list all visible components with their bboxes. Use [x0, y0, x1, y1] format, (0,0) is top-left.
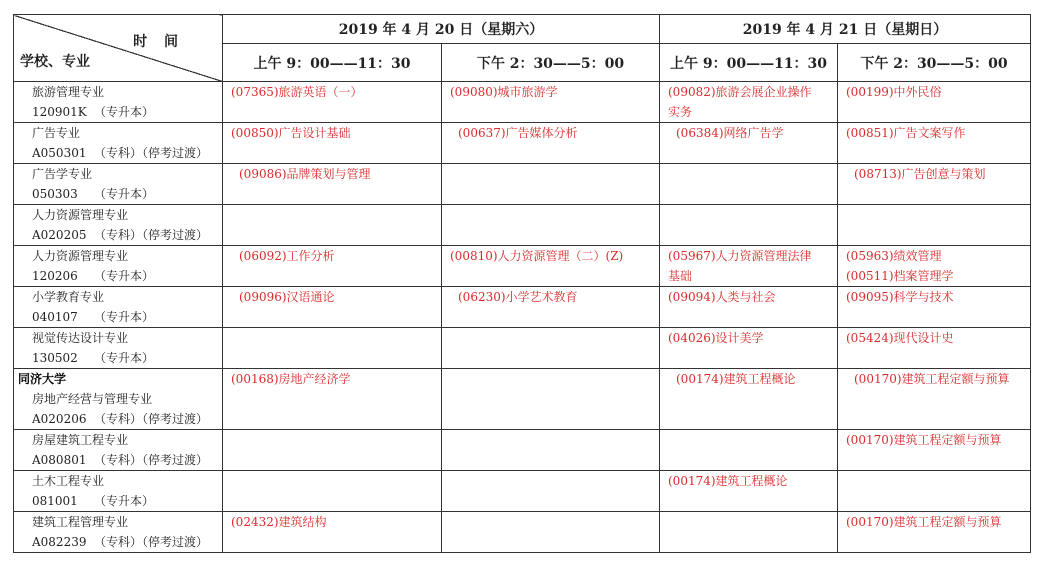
- major-cell: [14, 369, 223, 430]
- major-name: 旅游管理专业: [32, 85, 105, 99]
- course-entry: (00170)建筑工程定额与预算: [846, 515, 1002, 529]
- table-row: [14, 328, 1031, 369]
- course-entry: (00170)建筑工程定额与预算: [846, 433, 1002, 447]
- exam-cell-sun-am: [660, 471, 838, 512]
- exam-cell-sat-am: [223, 164, 442, 205]
- exam-cell-sun-am: [660, 328, 838, 369]
- exam-cell-sun-pm: [838, 82, 1031, 123]
- major-name: 广告专业: [32, 126, 81, 140]
- course-entry: (04026)设计美学: [668, 331, 764, 345]
- corner-header-cell: [14, 15, 223, 82]
- corner-school-label: 学校、专业: [20, 54, 90, 70]
- exam-cell-sat-am: [223, 246, 442, 287]
- major-code: 050303: [32, 187, 78, 201]
- exam-cell-sun-pm: [838, 512, 1031, 553]
- table-row: [14, 369, 1031, 430]
- major-name: 小学教育专业: [32, 290, 105, 304]
- major-cell: [14, 512, 223, 553]
- major-level: （专升本）: [94, 494, 155, 508]
- exam-cell-sun-am: [660, 369, 838, 430]
- course-entry: 实务: [668, 105, 693, 119]
- exam-cell-sat-am: [223, 430, 442, 471]
- exam-cell-sun-pm: [838, 164, 1031, 205]
- date-header-sat: 2019 年 4 月 20 日（星期六）: [223, 15, 660, 44]
- course-entry: (05963)绩效管理: [846, 249, 942, 263]
- table-row: [14, 205, 1031, 246]
- exam-cell-sat-pm: [442, 82, 660, 123]
- exam-cell-sun-pm: [838, 430, 1031, 471]
- exam-cell-sun-pm: [838, 369, 1031, 430]
- major-code: A020205: [32, 228, 87, 242]
- major-code: 120901K: [32, 105, 87, 119]
- course-entry: (08713)广告创意与策划: [854, 167, 986, 181]
- course-entry: (00851)广告文案写作: [846, 126, 966, 140]
- table-row: [14, 471, 1031, 512]
- exam-cell-sat-pm: [442, 369, 660, 430]
- slot-header-sun-am: 上午 9：00——11：30: [660, 44, 838, 82]
- table-row: [14, 512, 1031, 553]
- exam-cell-sun-pm: [838, 123, 1031, 164]
- major-level: （专升本）: [94, 105, 155, 119]
- major-name: 房地产经营与管理专业: [32, 392, 153, 406]
- exam-cell-sat-pm: [442, 328, 660, 369]
- exam-cell-sat-am: [223, 328, 442, 369]
- exam-cell-sun-am: [660, 430, 838, 471]
- major-level: （专科）（停考过渡）: [94, 228, 209, 242]
- course-entry: (00174)建筑工程概论: [668, 474, 788, 488]
- course-entry: (00511)档案管理学: [846, 269, 954, 283]
- major-cell: [14, 287, 223, 328]
- course-entry: (00850)广告设计基础: [231, 126, 351, 140]
- exam-cell-sun-am: [660, 246, 838, 287]
- exam-cell-sun-pm: [838, 287, 1031, 328]
- exam-cell-sat-pm: [442, 471, 660, 512]
- major-code: A050301: [32, 146, 87, 160]
- major-code: A080801: [32, 453, 87, 467]
- exam-cell-sun-am: [660, 82, 838, 123]
- major-level: （专升本）: [94, 269, 155, 283]
- table-row: [14, 164, 1031, 205]
- exam-schedule-table: [13, 14, 1031, 553]
- course-entry: (00637)广告媒体分析: [458, 126, 578, 140]
- major-cell: [14, 123, 223, 164]
- slot-header-sat-am: 上午 9：00——11：30: [223, 44, 442, 82]
- exam-cell-sun-pm: [838, 205, 1031, 246]
- course-entry: 基础: [668, 269, 693, 283]
- course-entry: (02432)建筑结构: [231, 515, 327, 529]
- major-code: A020206: [32, 412, 87, 426]
- major-cell: [14, 246, 223, 287]
- course-entry: (00170)建筑工程定额与预算: [854, 372, 1010, 386]
- course-entry: (06384)网络广告学: [676, 126, 784, 140]
- table-row: [14, 287, 1031, 328]
- exam-cell-sat-pm: [442, 164, 660, 205]
- exam-cell-sun-am: [660, 512, 838, 553]
- major-cell: [14, 471, 223, 512]
- course-entry: (00810)人力资源管理（二）(Z): [450, 249, 624, 263]
- course-entry: (09095)科学与技术: [846, 290, 954, 304]
- corner-time-label: 时 间: [133, 34, 184, 50]
- major-name: 视觉传达设计专业: [32, 331, 129, 345]
- table-row: [14, 246, 1031, 287]
- exam-cell-sat-pm: [442, 246, 660, 287]
- major-level: （专科）（停考过渡）: [94, 453, 209, 467]
- major-cell: [14, 328, 223, 369]
- major-level: （专科）（停考过渡）: [94, 146, 209, 160]
- course-entry: (00199)中外民俗: [846, 85, 942, 99]
- major-name: 人力资源管理专业: [32, 208, 129, 222]
- exam-cell-sat-pm: [442, 512, 660, 553]
- major-level: （专升本）: [94, 187, 155, 201]
- date-header-sun: 2019 年 4 月 21 日（星期日）: [660, 15, 1031, 44]
- course-entry: (09080)城市旅游学: [450, 85, 558, 99]
- major-name: 人力资源管理专业: [32, 249, 129, 263]
- major-cell: [14, 164, 223, 205]
- exam-cell-sat-am: [223, 287, 442, 328]
- exam-cell-sat-am: [223, 123, 442, 164]
- course-entry: (06230)小学艺术教育: [458, 290, 578, 304]
- course-entry: (00168)房地产经济学: [231, 372, 351, 386]
- exam-cell-sun-am: [660, 164, 838, 205]
- major-code: 120206: [32, 269, 78, 283]
- slot-header-sat-pm: 下午 2：30——5：00: [442, 44, 660, 82]
- table-row: [14, 430, 1031, 471]
- exam-cell-sat-am: [223, 82, 442, 123]
- exam-cell-sun-am: [660, 205, 838, 246]
- exam-cell-sat-am: [223, 205, 442, 246]
- course-entry: (00174)建筑工程概论: [676, 372, 796, 386]
- major-code: 130502: [32, 351, 78, 365]
- exam-cell-sat-pm: [442, 123, 660, 164]
- schedule-body: [14, 82, 1031, 553]
- exam-cell-sat-am: [223, 369, 442, 430]
- major-name: 广告学专业: [32, 167, 93, 181]
- table-row: [14, 82, 1031, 123]
- major-cell: [14, 82, 223, 123]
- course-entry: (07365)旅游英语（一）: [231, 85, 363, 99]
- course-entry: (06092)工作分析: [239, 249, 335, 263]
- exam-cell-sun-pm: [838, 246, 1031, 287]
- exam-cell-sat-pm: [442, 205, 660, 246]
- exam-cell-sun-am: [660, 287, 838, 328]
- exam-cell-sun-am: [660, 123, 838, 164]
- major-name: 房屋建筑工程专业: [32, 433, 129, 447]
- major-level: （专升本）: [94, 310, 155, 324]
- university-name: 同济大学: [18, 372, 67, 386]
- exam-cell-sun-pm: [838, 471, 1031, 512]
- major-level: （专科）（停考过渡）: [94, 412, 209, 426]
- course-entry: (09096)汉语通论: [239, 290, 335, 304]
- exam-cell-sat-am: [223, 512, 442, 553]
- table-row: [14, 123, 1031, 164]
- slot-header-sun-pm: 下午 2：30——5：00: [838, 44, 1031, 82]
- major-name: 建筑工程管理专业: [32, 515, 129, 529]
- major-cell: [14, 430, 223, 471]
- major-cell: [14, 205, 223, 246]
- major-code: 081001: [32, 494, 78, 508]
- course-entry: (05424)现代设计史: [846, 331, 954, 345]
- major-level: （专科）（停考过渡）: [94, 535, 209, 549]
- exam-cell-sun-pm: [838, 328, 1031, 369]
- major-name: 土木工程专业: [32, 474, 105, 488]
- course-entry: (09094)人类与社会: [668, 290, 776, 304]
- major-level: （专升本）: [94, 351, 155, 365]
- course-entry: (05967)人力资源管理法律: [668, 249, 812, 263]
- course-entry: (09082)旅游会展企业操作: [668, 85, 812, 99]
- major-code: A082239: [32, 535, 87, 549]
- exam-cell-sat-pm: [442, 430, 660, 471]
- major-code: 040107: [32, 310, 78, 324]
- course-entry: (09086)品牌策划与管理: [239, 167, 371, 181]
- exam-cell-sat-am: [223, 471, 442, 512]
- exam-cell-sat-pm: [442, 287, 660, 328]
